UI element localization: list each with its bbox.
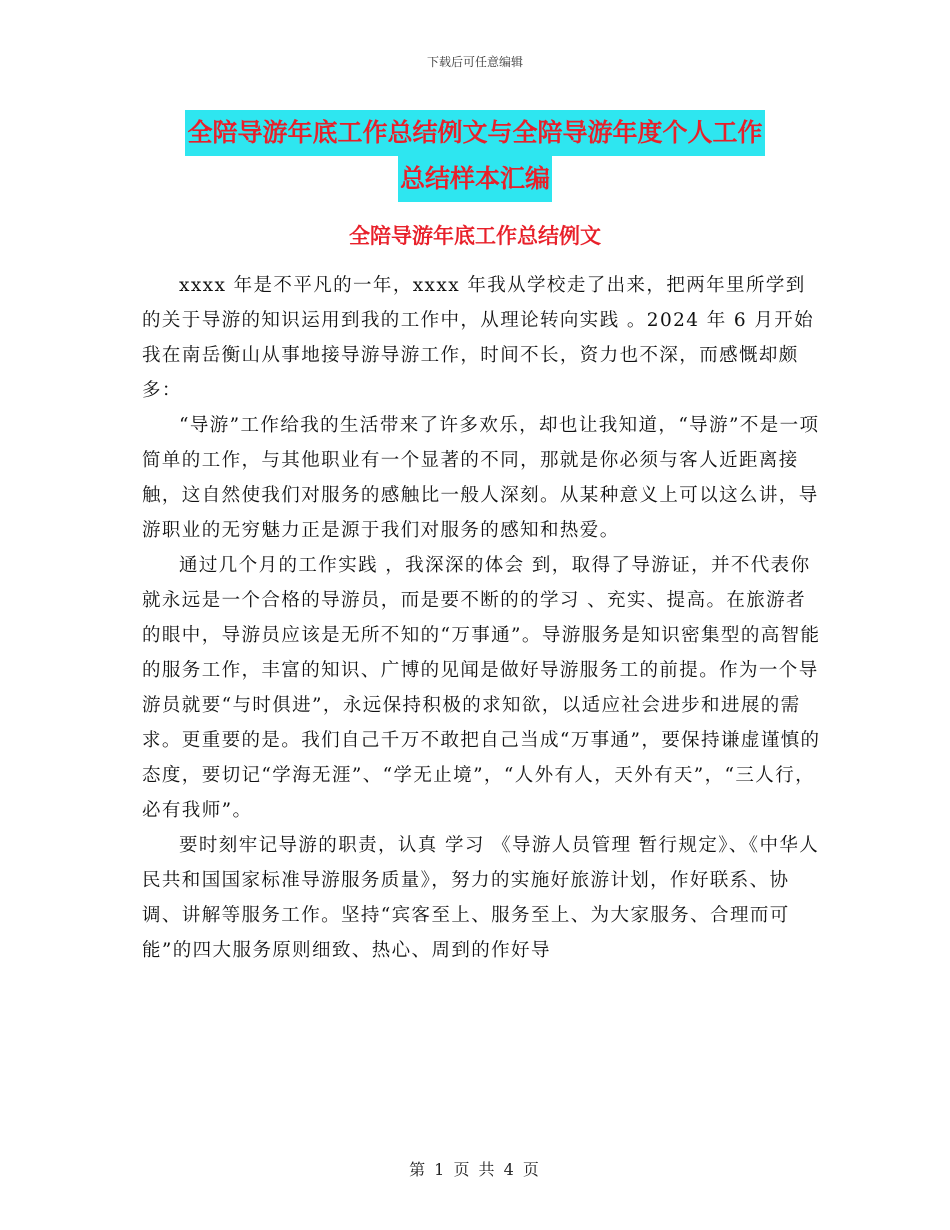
section-title: 全陪导游年底工作总结例文 xyxy=(349,224,601,248)
document-title-line-2: 总结样本汇编 xyxy=(398,156,552,202)
paragraph-2: “导游”工作给我的生活带来了许多欢乐，却也让我知道，“导游”不是一项简单的工作，与其他职业有一个显著的不同，那就是你必须与客人近距离接触，这自然使我们对服务的感触比一般人深刻。从某种意义上可以这么讲，导游职业的无穷魅力正是源于我们对服务的感知和热爱。 xyxy=(142,415,820,541)
document-title xyxy=(0,110,950,202)
paragraph-4: 要时刻牢记导游的职责，认真 学习 《导游人员管理 暂行规定》、《中华人民共和国国家标准导游服务质量》，努力的实施好旅游计划，作好联系、协调、讲解等服务工作。坚持“宾客至上、服务至上、为大家服务、合理而可能”的四大服务原则细致、热心、周到的作好导 xyxy=(142,835,820,961)
paragraph-3: 通过几个月的工作实践 ，我深深的体会 到，取得了导游证，并不代表你就永远是一个合格的导游员，而是要不断的的学习 、充实、提高。在旅游者的眼中，导游员应该是无所不知的“万事通”。导游服务是知识密集型的高智能的服务工作，丰富的知识、广博的见闻是做好导游服务工的前提。作为一个导游员就要“与时俱进”，永远保持积极的求知欲，以适应社会进步和进展的需求。更重要的是。我们自己千万不敢把自己当成“万事通”，要保持谦虚谨慎的态度，要切记“学海无涯”、“学无止境”，“人外有人，天外有天”，“三人行，必有我师”。 xyxy=(142,555,821,821)
document-title-line-1: 全陪导游年底工作总结例文与全陪导游年度个人工作 xyxy=(185,110,764,156)
paragraph-1: xxxx 年是不平凡的一年，xxxx 年我从学校走了出来，把两年里所学到的关于导游的知识运用到我的工作中，从理论转向实践 。2024 年 6 月开始我在南岳衡山从事地接导游导游工作，时间不长，资力也不深，而感慨却颇多： xyxy=(142,275,815,401)
page-number: 第 1 页 共 4 页 xyxy=(409,1160,541,1179)
header-note: 下载后可任意编辑 xyxy=(426,55,523,69)
document-body xyxy=(142,268,822,968)
